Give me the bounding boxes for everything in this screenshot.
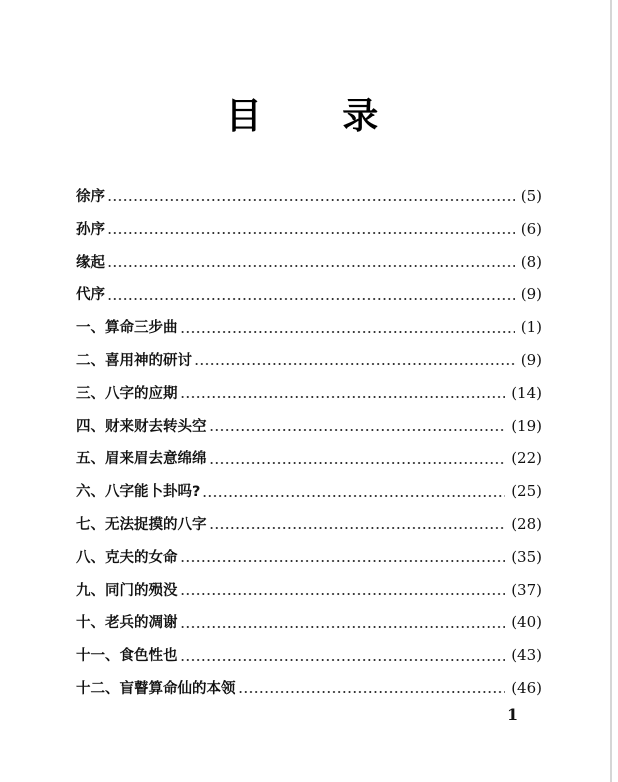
dot-leader [107, 232, 515, 234]
toc-entry-page: (9) [520, 350, 542, 369]
toc-entry-title: 十、老兵的凋谢 [76, 615, 178, 632]
table-of-contents [76, 180, 542, 705]
dot-leader [180, 331, 515, 333]
toc-entry[interactable] [76, 508, 542, 541]
toc-entry-title: 一、算命三步曲 [76, 320, 178, 337]
toc-entry-page: (40) [511, 613, 542, 632]
toc-entry-page: (37) [511, 580, 542, 599]
toc-entry[interactable] [76, 213, 542, 246]
dot-leader [202, 495, 505, 497]
toc-entry-title: 三、八字的应期 [76, 385, 178, 402]
dot-leader [180, 659, 506, 661]
toc-entry-page: (43) [511, 646, 542, 665]
dot-leader [180, 560, 506, 562]
toc-entry[interactable] [76, 278, 542, 311]
dot-leader [107, 265, 515, 267]
toc-entry[interactable] [76, 475, 542, 508]
dot-leader [194, 363, 515, 365]
dot-leader [180, 396, 506, 398]
page-title: 目 录 [225, 96, 413, 138]
toc-entry-title: 八、克夫的女命 [76, 549, 178, 566]
toc-entry[interactable] [76, 639, 542, 672]
toc-entry-page: (22) [511, 449, 542, 468]
toc-entry[interactable] [76, 410, 542, 443]
toc-entry-title: 六、八字能卜卦吗? [76, 484, 201, 501]
dot-leader [107, 298, 515, 300]
toc-entry[interactable] [76, 246, 542, 279]
toc-entry-page: (9) [520, 285, 542, 304]
toc-entry-page: (6) [520, 219, 542, 238]
toc-entry-title: 缘起 [76, 254, 105, 271]
toc-entry-title: 七、无法捉摸的八字 [76, 516, 207, 533]
toc-entry[interactable] [76, 606, 542, 639]
dot-leader [209, 527, 506, 529]
toc-entry[interactable] [76, 442, 542, 475]
toc-entry-page: (25) [511, 482, 542, 501]
toc-entry-page: (5) [520, 187, 542, 205]
toc-entry[interactable] [76, 180, 542, 213]
page-number: 1 [507, 705, 519, 724]
toc-entry-title: 二、喜用神的研讨 [76, 352, 192, 369]
toc-entry[interactable] [76, 672, 542, 705]
toc-entry-page: (14) [511, 383, 542, 402]
toc-entry-title: 九、同门的殒没 [76, 582, 178, 599]
dot-leader [180, 593, 506, 595]
toc-entry-title: 十二、盲瞽算命仙的本领 [76, 680, 236, 697]
dot-leader [209, 429, 506, 431]
dot-leader [238, 691, 506, 693]
toc-entry[interactable] [76, 344, 542, 377]
dot-leader [107, 199, 515, 201]
toc-entry-title: 代序 [76, 287, 105, 304]
toc-entry-title: 四、财来财去转头空 [76, 418, 207, 435]
toc-entry[interactable] [76, 311, 542, 344]
toc-entry-title: 孙序 [76, 221, 105, 238]
toc-entry[interactable] [76, 541, 542, 574]
toc-entry-page: (28) [511, 514, 542, 533]
dot-leader [180, 626, 506, 628]
toc-entry-page: (1) [520, 318, 542, 337]
toc-entry-page: (35) [511, 547, 542, 566]
toc-entry-page: (19) [511, 416, 542, 435]
toc-entry-page: (46) [511, 678, 542, 697]
dot-leader [209, 462, 506, 464]
toc-entry-title: 五、眉来眉去意绵绵 [76, 451, 207, 468]
toc-entry-page: (8) [520, 252, 542, 271]
toc-entry-title: 徐序 [76, 189, 105, 205]
toc-entry-title: 十一、食色性也 [76, 648, 178, 665]
toc-entry[interactable] [76, 377, 542, 410]
toc-entry[interactable] [76, 574, 542, 607]
